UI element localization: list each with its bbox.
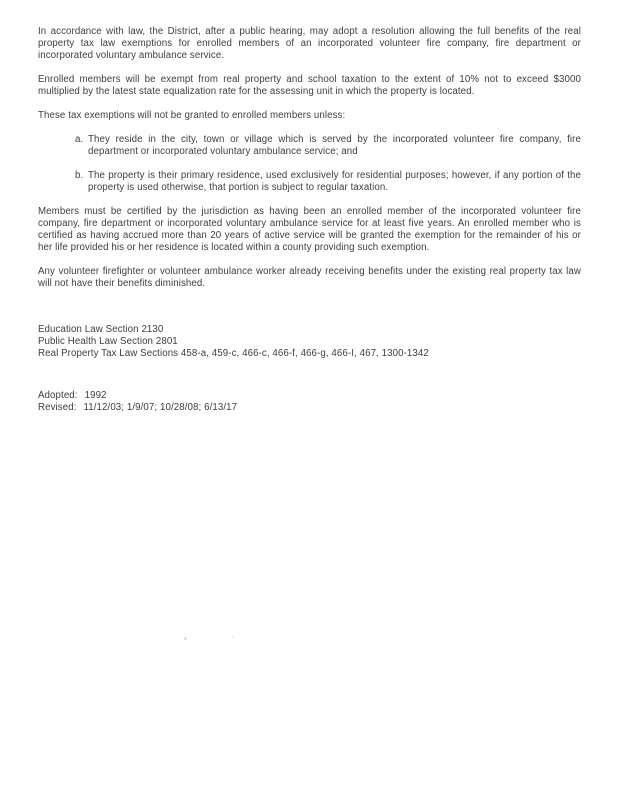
list-item-b-text: The property is their primary residence, used exclusively for residential purposes; however, if any portion of the property is used otherwise, that portion is subject to regular taxation. bbox=[88, 170, 581, 193]
paragraph-existing-benefits: Any volunteer firefighter or volunteer ambulance worker already receiving benefits under the existing real property tax law will not have their benefits diminished. bbox=[38, 266, 581, 289]
scan-speck bbox=[184, 637, 187, 640]
list-item-a-text: They reside in the city, town or village which is served by the incorporated volunteer fire company, fire department or incorporated voluntary ambulance service; and bbox=[88, 134, 581, 157]
conditions-list bbox=[38, 134, 581, 194]
revised-value: 11/12/03; 1/9/07; 10/28/08; 6/13/17 bbox=[83, 402, 238, 413]
adopted-value: 1992 bbox=[84, 390, 107, 401]
scan-speck bbox=[232, 636, 234, 638]
paragraph-intro: In accordance with law, the District, after a public hearing, may adopt a resolution allowing the full benefits of the real property tax law exemptions for enrolled members of an incorporated volunteer fire company, fire department or incorporated voluntary ambulance service. bbox=[38, 26, 581, 61]
revised-line bbox=[38, 402, 581, 414]
list-marker-a: a. bbox=[75, 134, 84, 145]
citation-education-law: Education Law Section 2130 bbox=[38, 324, 164, 335]
revised-label: Revised: bbox=[38, 402, 77, 413]
adopted-line bbox=[38, 390, 581, 402]
adoption-history bbox=[38, 390, 581, 414]
document-content bbox=[38, 26, 581, 414]
citation-public-health-law: Public Health Law Section 2801 bbox=[38, 336, 178, 347]
paragraph-conditions-intro: These tax exemptions will not be granted to enrolled members unless: bbox=[38, 110, 346, 121]
adopted-label: Adopted: bbox=[38, 390, 78, 401]
list-item-a bbox=[75, 134, 581, 158]
paragraph-certification: Members must be certified by the jurisdiction as having been an enrolled member of the incorporated volunteer fire company, fire department or incorporated voluntary ambulance service for at least five years. An enrolled member who is certified as having accrued more than 20 years of active service will be granted the exemption for the remainder of his or her life provided his or her residence is located within a county providing such exemption. bbox=[38, 206, 581, 253]
legal-citations bbox=[38, 324, 581, 360]
citation-real-property-tax-law: Real Property Tax Law Sections 458-a, 459-c, 466-c, 466-f, 466-g, 466-I, 467, 1300-1342 bbox=[38, 348, 429, 359]
paragraph-exemption-amount: Enrolled members will be exempt from real property and school taxation to the extent of 10% not to exceed $3000 multiplied by the latest state equalization rate for the assessing unit in which the property is located. bbox=[38, 74, 581, 97]
list-marker-b: b. bbox=[75, 170, 84, 181]
list-item-b bbox=[75, 170, 581, 194]
